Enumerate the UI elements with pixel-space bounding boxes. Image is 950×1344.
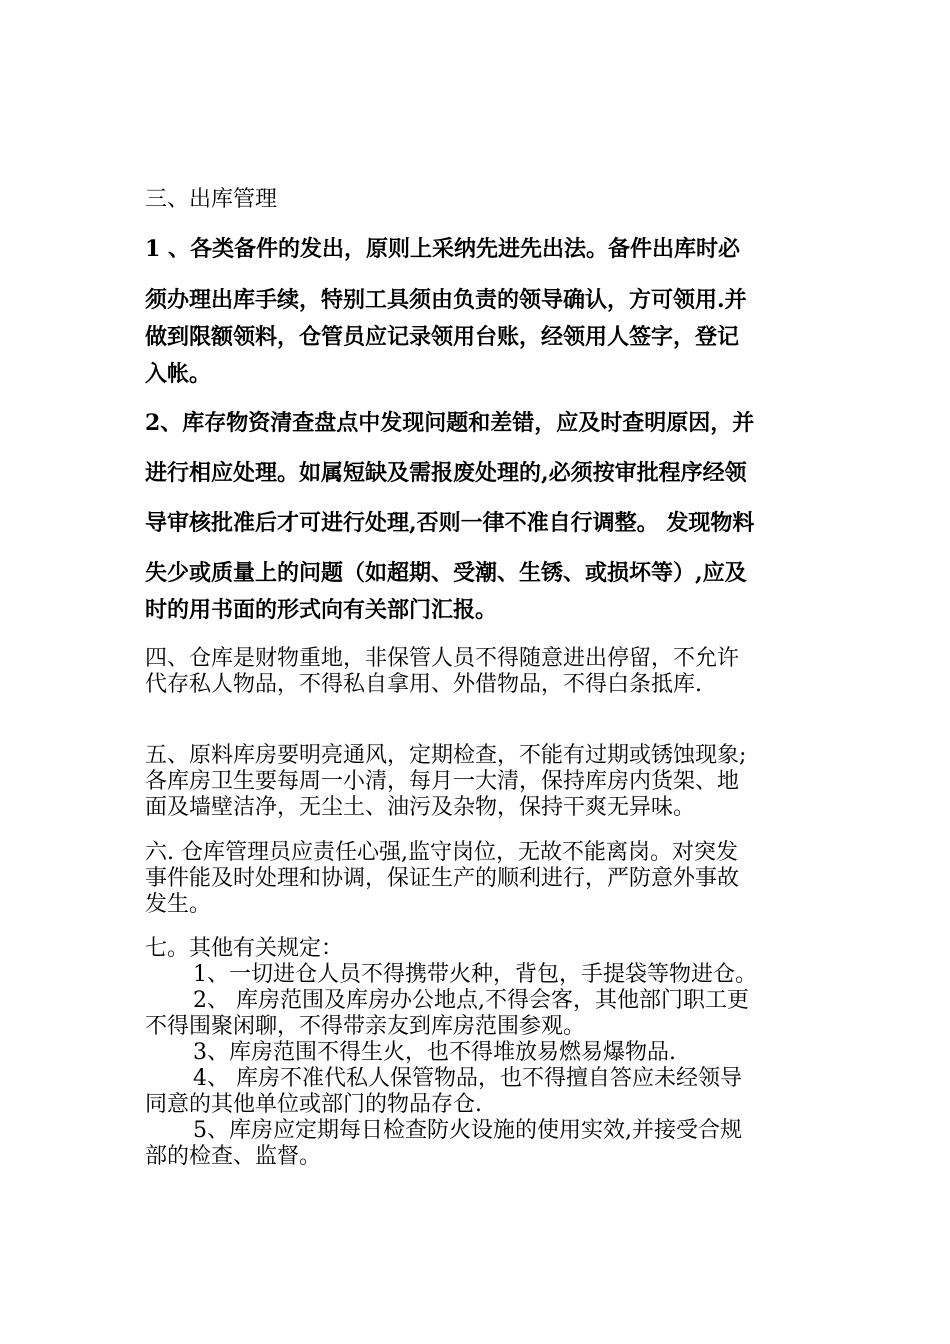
rule-5: 5、库房应定期每日检查防火设施的使用实效,并接受合规 xyxy=(193,1118,742,1143)
section-5-line: 各库房卫生要每周一小清，每月一大清，保持库房内货架、地 xyxy=(145,769,740,794)
section-3-item-1-line: 入帐。 xyxy=(145,361,212,387)
rule-2: 2、 库房范围及库房办公地点,不得会客，其他部门职工更 xyxy=(193,988,749,1013)
rule-5-continued: 部的检查、监督。 xyxy=(145,1144,322,1169)
section-3-item-1-line: 1 、各类备件的发出，原则上采纳先进先出法。备件出库时必 xyxy=(145,236,740,262)
rule-3: 3、库房范围不得生火，也不得堆放易燃易爆物品. xyxy=(193,1040,676,1065)
section-3-item-2-line: 失少或质量上的问题（如超期、受潮、生锈、或损坏等）,应及 xyxy=(145,560,747,586)
section-4-line: 代存私人物品，不得私自拿用、外借物品，不得白条抵库. xyxy=(145,672,702,697)
section-3-item-2-line: 2、库存物资清查盘点中发现问题和差错，应及时查明原因，并 xyxy=(145,410,755,436)
section-7-heading: 七。其他有关规定： xyxy=(145,936,344,961)
rule-1: 1、一切进仓人员不得携带火种，背包，手提袋等物进仓。 xyxy=(193,962,757,987)
section-3-heading: 三、出库管理 xyxy=(145,187,278,212)
section-6-line: 六. 仓库管理员应责任心强,监守岗位，无故不能离岗。对突发 xyxy=(145,840,738,865)
section-4-line: 四、仓库是财物重地，非保管人员不得随意进出停留，不允许 xyxy=(145,646,740,671)
section-3-item-1-line: 须办理出库手续，特别工具须由负责的领导确认，方可领用.并 xyxy=(145,287,747,313)
rule-4: 4、 库房不准代私人保管物品，也不得擅自答应未经领导 xyxy=(193,1066,742,1091)
section-3-item-2-line: 进行相应处理。如属短缺及需报废处理的,必须按审批程序经领 xyxy=(145,460,747,486)
section-5-line: 面及墙壁洁净，无尘土、油污及杂物，保持干爽无异味。 xyxy=(145,795,696,820)
section-3-item-2-line: 导审核批准后才可进行处理,否则一律不准自行调整。 发现物料 xyxy=(145,510,755,536)
section-6-line: 事件能及时处理和协调，保证生产的顺利进行，严防意外事故 xyxy=(145,866,740,891)
section-5-line: 五、原料库房要明亮通风，定期检查，不能有过期或锈蚀现象; xyxy=(145,743,747,768)
section-3-item-1-line: 做到限额领料，仓管员应记录领用台账，经领用人签字，登记 xyxy=(145,324,740,350)
section-6-line: 发生。 xyxy=(145,892,212,917)
rule-2-continued: 不得围聚闲聊，不得带亲友到库房范围参观。 xyxy=(145,1014,586,1039)
section-3-item-2-line: 时的用书面的形式向有关部门汇报。 xyxy=(145,597,498,623)
rule-4-continued: 同意的其他单位或部门的物品存仓. xyxy=(145,1092,482,1117)
